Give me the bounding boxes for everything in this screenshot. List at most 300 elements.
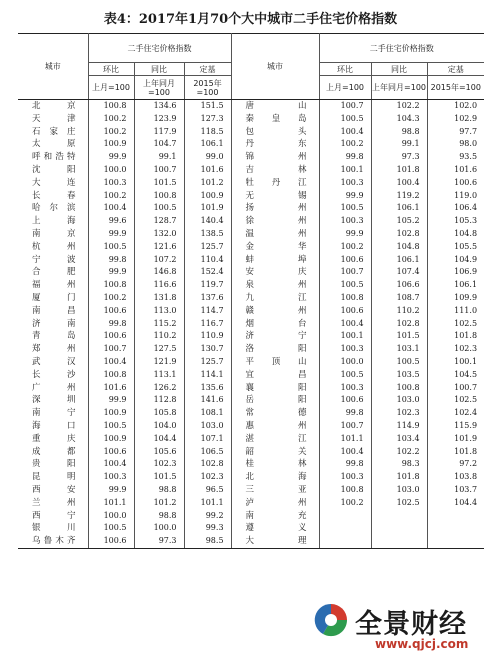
left-city-cell: 郑州 xyxy=(32,344,76,355)
right-yoy-cell: 101.8 xyxy=(371,471,427,484)
left-city-cell: 长沙 xyxy=(32,369,76,380)
left-city-cell: 银川 xyxy=(32,523,76,534)
right-yoy-cell: 102.8 xyxy=(371,318,427,331)
right-base-cell: 100.7 xyxy=(427,382,484,395)
left-city-cell: 上海 xyxy=(32,216,76,227)
left-city-cell: 长春 xyxy=(32,190,76,201)
left-city-cell: 乌鲁木齐 xyxy=(18,535,88,548)
left-base-header: 定基 xyxy=(184,63,231,76)
right-base-cell xyxy=(427,510,484,523)
right-yoy-cell: 98.3 xyxy=(371,458,427,471)
left-yoy-cell: 101.2 xyxy=(134,497,184,510)
watermark-url-text: www.qjcj.com xyxy=(375,637,469,651)
right-yoy-cell: 105.2 xyxy=(371,215,427,228)
right-mom-cell: 100.4 xyxy=(319,126,371,139)
right-mom-cell: 100.3 xyxy=(319,471,371,484)
left-yoy-cell: 105.6 xyxy=(134,446,184,459)
right-city-cell: 宜昌 xyxy=(231,369,319,382)
left-base-cell: 108.1 xyxy=(184,407,231,420)
right-base-cell: 115.9 xyxy=(427,420,484,433)
right-base-cell: 111.0 xyxy=(427,305,484,318)
right-base-cell: 97.2 xyxy=(427,458,484,471)
left-city-cell: 呼和浩特 xyxy=(32,152,76,163)
left-mom-cell: 100.0 xyxy=(88,164,134,177)
left-base-cell: 127.3 xyxy=(184,113,231,126)
left-base-cell: 99.3 xyxy=(184,522,231,535)
right-mom-cell: 100.1 xyxy=(319,330,371,343)
right-yoy-header: 同比 xyxy=(371,63,427,76)
left-yoy-cell: 104.7 xyxy=(134,138,184,151)
right-city-cell: 安庆 xyxy=(231,266,319,279)
right-yoy-cell: 97.3 xyxy=(371,151,427,164)
right-yoy-cell: 103.4 xyxy=(371,433,427,446)
table-row xyxy=(18,343,484,356)
left-base-cell: 103.0 xyxy=(184,420,231,433)
right-mom-cell: 100.2 xyxy=(319,138,371,151)
left-base-cell: 116.7 xyxy=(184,318,231,331)
table-row xyxy=(18,522,484,535)
table-row xyxy=(18,177,484,190)
right-city-cell: 遵义 xyxy=(231,522,319,535)
left-base-cell: 118.5 xyxy=(184,126,231,139)
table-row xyxy=(18,100,484,113)
right-mom-cell: 100.5 xyxy=(319,202,371,215)
left-mom-header: 环比 xyxy=(88,63,134,76)
right-city-cell: 韶关 xyxy=(231,446,319,459)
right-yoy-cell: 102.2 xyxy=(371,446,427,459)
right-base-cell: 101.8 xyxy=(427,446,484,459)
left-base-cell: 101.9 xyxy=(184,202,231,215)
left-base-cell: 99.2 xyxy=(184,510,231,523)
right-mom-cell xyxy=(319,510,371,523)
table-row xyxy=(18,202,484,215)
right-city-cell: 桂林 xyxy=(231,458,319,471)
right-city-cell: 平顶山 xyxy=(231,356,319,369)
table-row xyxy=(18,113,484,126)
left-base-cell: 137.6 xyxy=(184,292,231,305)
right-base-cell xyxy=(427,535,484,548)
left-mom-cell: 100.4 xyxy=(88,202,134,215)
right-yoy-cell: 100.8 xyxy=(371,382,427,395)
left-yoy-cell: 132.0 xyxy=(134,228,184,241)
left-yoy-cell: 101.5 xyxy=(134,471,184,484)
left-mom-cell: 100.5 xyxy=(88,241,134,254)
right-yoy-cell xyxy=(371,535,427,548)
right-mom-cell: 100.6 xyxy=(319,254,371,267)
right-mom-cell: 100.8 xyxy=(319,484,371,497)
left-city-cell: 海口 xyxy=(32,420,76,431)
right-city-cell: 锦州 xyxy=(231,151,319,164)
table-row xyxy=(18,497,484,510)
right-city-cell: 泉州 xyxy=(231,279,319,292)
right-mom-cell: 99.8 xyxy=(319,458,371,471)
table-row xyxy=(18,228,484,241)
right-city-cell: 牡丹江 xyxy=(231,177,319,190)
left-mom-cell: 100.2 xyxy=(88,292,134,305)
left-city-cell: 深圳 xyxy=(32,395,76,406)
left-mom-cell: 100.2 xyxy=(88,126,134,139)
left-base-cell: 152.4 xyxy=(184,266,231,279)
right-yoy-cell: 104.3 xyxy=(371,113,427,126)
right-base-cell: 104.8 xyxy=(427,228,484,241)
brand-mark-icon xyxy=(311,600,351,640)
table-row xyxy=(18,292,484,305)
right-city-cell: 赣州 xyxy=(231,305,319,318)
right-base-cell: 102.5 xyxy=(427,394,484,407)
left-yoy-cell: 128.7 xyxy=(134,215,184,228)
left-city-cell: 重庆 xyxy=(32,433,76,444)
right-yoy-cell: 98.8 xyxy=(371,126,427,139)
right-base-cell: 103.8 xyxy=(427,471,484,484)
table-row xyxy=(18,458,484,471)
table-row xyxy=(18,382,484,395)
right-yoy-cell: 104.8 xyxy=(371,241,427,254)
left-yoy-cell: 101.5 xyxy=(134,177,184,190)
left-mom-cell: 100.2 xyxy=(88,190,134,203)
right-yoy-cell: 103.0 xyxy=(371,394,427,407)
right-mom-cell: 100.7 xyxy=(319,266,371,279)
right-mom-cell: 100.5 xyxy=(319,113,371,126)
table-row xyxy=(18,471,484,484)
left-mom-cell: 100.6 xyxy=(88,446,134,459)
left-yoy-base-header: 上年同月=100 xyxy=(134,76,184,100)
right-city-cell: 吉林 xyxy=(231,164,319,177)
right-base-cell: 105.5 xyxy=(427,241,484,254)
right-mom-cell: 100.6 xyxy=(319,305,371,318)
left-yoy-cell: 134.6 xyxy=(134,100,184,113)
left-city-cell: 青岛 xyxy=(32,331,76,342)
left-base-cell: 107.1 xyxy=(184,433,231,446)
right-mom-cell: 101.1 xyxy=(319,433,371,446)
right-city-cell: 大理 xyxy=(231,535,319,548)
left-mom-cell: 100.7 xyxy=(88,343,134,356)
right-mom-header: 环比 xyxy=(319,63,371,76)
left-city-cell: 济南 xyxy=(32,318,76,329)
left-mom-cell: 100.5 xyxy=(88,522,134,535)
left-base-cell: 140.4 xyxy=(184,215,231,228)
price-index-table-container xyxy=(18,33,484,549)
right-mom-cell: 100.0 xyxy=(319,356,371,369)
left-base-cell: 99.0 xyxy=(184,151,231,164)
left-yoy-cell: 121.9 xyxy=(134,356,184,369)
right-base-cell: 100.6 xyxy=(427,177,484,190)
left-yoy-cell: 146.8 xyxy=(134,266,184,279)
left-mom-cell: 99.9 xyxy=(88,151,134,164)
left-mom-cell: 100.3 xyxy=(88,471,134,484)
left-yoy-cell: 113.0 xyxy=(134,305,184,318)
right-base-cell: 109.9 xyxy=(427,292,484,305)
right-base-cell: 119.0 xyxy=(427,190,484,203)
left-base-cell: 141.6 xyxy=(184,394,231,407)
left-yoy-header: 同比 xyxy=(134,63,184,76)
left-yoy-cell: 117.9 xyxy=(134,126,184,139)
right-yoy-cell xyxy=(371,522,427,535)
left-city-cell: 广州 xyxy=(32,382,76,393)
right-city-cell: 南充 xyxy=(231,510,319,523)
right-city-cell: 泸州 xyxy=(231,497,319,510)
table-row xyxy=(18,535,484,548)
left-mom-cell: 100.6 xyxy=(88,305,134,318)
right-city-cell: 无锡 xyxy=(231,190,319,203)
right-base-header: 定基 xyxy=(427,63,484,76)
right-city-cell: 北海 xyxy=(231,471,319,484)
left-base-cell: 102.3 xyxy=(184,471,231,484)
left-mom-cell: 99.9 xyxy=(88,484,134,497)
table-row xyxy=(18,266,484,279)
left-yoy-cell: 104.0 xyxy=(134,420,184,433)
left-city-cell: 西宁 xyxy=(32,510,76,521)
right-city-cell: 常德 xyxy=(231,407,319,420)
left-base-cell: 101.1 xyxy=(184,497,231,510)
left-mom-cell: 100.2 xyxy=(88,113,134,126)
right-city-cell: 温州 xyxy=(231,228,319,241)
price-index-table xyxy=(18,33,484,549)
left-mom-cell: 100.9 xyxy=(88,407,134,420)
table-row xyxy=(18,446,484,459)
table-header xyxy=(18,34,484,100)
right-yoy-cell: 102.8 xyxy=(371,228,427,241)
right-mom-cell: 100.1 xyxy=(319,164,371,177)
left-mom-cell: 99.9 xyxy=(88,266,134,279)
left-yoy-cell: 112.8 xyxy=(134,394,184,407)
right-base-cell: 102.5 xyxy=(427,318,484,331)
left-city-cell: 南京 xyxy=(32,228,76,239)
right-yoy-cell: 103.0 xyxy=(371,484,427,497)
right-mom-cell: 100.4 xyxy=(319,446,371,459)
left-mom-cell: 100.6 xyxy=(88,535,134,548)
left-base-cell: 119.7 xyxy=(184,279,231,292)
table-row xyxy=(18,305,484,318)
left-city-cell: 沈阳 xyxy=(32,164,76,175)
table-row xyxy=(18,330,484,343)
right-yoy-cell: 101.5 xyxy=(371,330,427,343)
left-mom-cell: 100.4 xyxy=(88,356,134,369)
right-yoy-cell: 106.1 xyxy=(371,202,427,215)
right-index-group-header: 二手住宅价格指数 xyxy=(319,34,484,63)
right-mom-cell: 99.9 xyxy=(319,228,371,241)
left-yoy-cell: 131.8 xyxy=(134,292,184,305)
right-base-cell: 104.4 xyxy=(427,497,484,510)
left-base-cell: 106.5 xyxy=(184,446,231,459)
right-base-base-header: 2015年=100 xyxy=(427,76,484,100)
left-city-cell: 福州 xyxy=(32,280,76,291)
left-city-cell: 合肥 xyxy=(32,267,76,278)
right-yoy-cell: 102.5 xyxy=(371,497,427,510)
right-yoy-cell: 100.5 xyxy=(371,356,427,369)
left-yoy-cell: 110.2 xyxy=(134,330,184,343)
right-mom-cell: 100.4 xyxy=(319,318,371,331)
right-mom-cell: 100.3 xyxy=(319,215,371,228)
left-base-cell: 114.7 xyxy=(184,305,231,318)
table-row xyxy=(18,241,484,254)
table-row xyxy=(18,394,484,407)
left-yoy-cell: 113.1 xyxy=(134,369,184,382)
left-mom-cell: 101.6 xyxy=(88,382,134,395)
right-mom-cell xyxy=(319,522,371,535)
right-city-cell: 徐州 xyxy=(231,215,319,228)
left-city-cell: 天津 xyxy=(32,113,76,124)
right-city-cell: 惠州 xyxy=(231,420,319,433)
left-mom-cell: 100.0 xyxy=(88,510,134,523)
left-yoy-cell: 123.9 xyxy=(134,113,184,126)
right-city-header: 城市 xyxy=(231,34,319,100)
left-base-cell: 100.9 xyxy=(184,190,231,203)
watermark-logo xyxy=(305,592,495,658)
right-yoy-cell: 108.7 xyxy=(371,292,427,305)
table-row xyxy=(18,279,484,292)
right-city-cell: 烟台 xyxy=(231,318,319,331)
left-base-cell: 106.1 xyxy=(184,138,231,151)
left-city-cell: 太原 xyxy=(32,139,76,150)
left-city-cell: 石家庄 xyxy=(32,126,76,137)
left-mom-cell: 99.9 xyxy=(88,228,134,241)
right-base-cell: 98.0 xyxy=(427,138,484,151)
left-mom-cell: 99.8 xyxy=(88,318,134,331)
right-base-cell: 102.4 xyxy=(427,407,484,420)
right-base-cell: 101.6 xyxy=(427,164,484,177)
right-base-cell: 104.5 xyxy=(427,369,484,382)
right-yoy-cell: 101.8 xyxy=(371,164,427,177)
table-row xyxy=(18,484,484,497)
right-mom-cell: 100.3 xyxy=(319,382,371,395)
left-city-cell: 杭州 xyxy=(32,241,76,252)
left-mom-base-header: 上月=100 xyxy=(88,76,134,100)
left-yoy-cell: 97.3 xyxy=(134,535,184,548)
right-yoy-cell xyxy=(371,510,427,523)
left-yoy-cell: 107.2 xyxy=(134,254,184,267)
right-yoy-cell: 106.6 xyxy=(371,279,427,292)
right-yoy-cell: 103.1 xyxy=(371,343,427,356)
left-base-cell: 110.9 xyxy=(184,330,231,343)
left-base-cell: 135.6 xyxy=(184,382,231,395)
table-row xyxy=(18,151,484,164)
table-body xyxy=(18,100,484,549)
left-yoy-cell: 127.5 xyxy=(134,343,184,356)
right-yoy-cell: 110.2 xyxy=(371,305,427,318)
left-yoy-cell: 121.6 xyxy=(134,241,184,254)
right-base-cell: 101.9 xyxy=(427,433,484,446)
table-row xyxy=(18,369,484,382)
left-mom-cell: 100.3 xyxy=(88,177,134,190)
right-base-cell: 103.7 xyxy=(427,484,484,497)
left-mom-cell: 100.8 xyxy=(88,369,134,382)
left-yoy-cell: 104.4 xyxy=(134,433,184,446)
left-base-cell: 110.4 xyxy=(184,254,231,267)
left-city-cell: 宁波 xyxy=(32,254,76,265)
right-base-cell: 102.9 xyxy=(427,113,484,126)
left-base-cell: 102.8 xyxy=(184,458,231,471)
right-city-cell: 秦皇岛 xyxy=(231,113,319,126)
right-mom-cell: 100.8 xyxy=(319,292,371,305)
right-mom-cell: 99.9 xyxy=(319,190,371,203)
left-base-cell: 101.2 xyxy=(184,177,231,190)
left-city-cell: 兰州 xyxy=(32,497,76,508)
left-yoy-cell: 100.7 xyxy=(134,164,184,177)
right-city-cell: 金华 xyxy=(231,241,319,254)
left-mom-cell: 100.4 xyxy=(88,458,134,471)
right-mom-cell: 99.8 xyxy=(319,151,371,164)
left-city-cell: 南宁 xyxy=(32,408,76,419)
table-row xyxy=(18,356,484,369)
right-mom-cell: 100.5 xyxy=(319,369,371,382)
right-yoy-cell: 119.2 xyxy=(371,190,427,203)
right-mom-cell: 100.7 xyxy=(319,100,371,113)
right-mom-cell: 100.2 xyxy=(319,497,371,510)
table-row xyxy=(18,138,484,151)
left-base-cell: 138.5 xyxy=(184,228,231,241)
table-row xyxy=(18,164,484,177)
right-yoy-cell: 102.3 xyxy=(371,407,427,420)
left-yoy-cell: 98.8 xyxy=(134,484,184,497)
left-yoy-cell: 100.5 xyxy=(134,202,184,215)
left-city-cell: 厦门 xyxy=(32,292,76,303)
left-city-cell: 西安 xyxy=(32,484,76,495)
right-city-cell: 襄阳 xyxy=(231,382,319,395)
right-city-cell: 唐山 xyxy=(231,100,319,113)
right-mom-base-header: 上月=100 xyxy=(319,76,371,100)
right-base-cell: 106.9 xyxy=(427,266,484,279)
left-mom-cell: 99.8 xyxy=(88,254,134,267)
right-city-cell: 蚌埠 xyxy=(231,254,319,267)
right-yoy-cell: 102.2 xyxy=(371,100,427,113)
right-city-cell: 岳阳 xyxy=(231,394,319,407)
left-yoy-cell: 100.8 xyxy=(134,190,184,203)
left-yoy-cell: 126.2 xyxy=(134,382,184,395)
left-base-cell: 98.5 xyxy=(184,535,231,548)
left-yoy-cell: 105.8 xyxy=(134,407,184,420)
table-row xyxy=(18,420,484,433)
left-yoy-cell: 99.1 xyxy=(134,151,184,164)
right-city-cell: 洛阳 xyxy=(231,343,319,356)
left-mom-cell: 100.8 xyxy=(88,100,134,113)
right-city-cell: 九江 xyxy=(231,292,319,305)
left-city-cell: 成都 xyxy=(32,446,76,457)
left-base-cell: 101.6 xyxy=(184,164,231,177)
left-base-cell: 130.7 xyxy=(184,343,231,356)
left-city-cell: 贵阳 xyxy=(32,459,76,470)
right-base-cell: 100.1 xyxy=(427,356,484,369)
right-city-cell: 济宁 xyxy=(231,330,319,343)
left-base-cell: 96.5 xyxy=(184,484,231,497)
right-mom-cell: 100.7 xyxy=(319,420,371,433)
right-mom-cell: 100.5 xyxy=(319,279,371,292)
left-city-header: 城市 xyxy=(18,34,88,100)
right-city-cell: 三亚 xyxy=(231,484,319,497)
left-city-cell: 大连 xyxy=(32,177,76,188)
table-row xyxy=(18,510,484,523)
left-base-cell: 151.5 xyxy=(184,100,231,113)
table-row xyxy=(18,254,484,267)
left-mom-cell: 100.8 xyxy=(88,279,134,292)
left-city-cell: 哈尔滨 xyxy=(32,203,76,214)
right-base-cell: 104.9 xyxy=(427,254,484,267)
left-yoy-cell: 115.2 xyxy=(134,318,184,331)
right-yoy-base-header: 上年同月=100 xyxy=(371,76,427,100)
right-base-cell: 106.1 xyxy=(427,279,484,292)
left-mom-cell: 100.9 xyxy=(88,138,134,151)
right-city-cell: 丹东 xyxy=(231,138,319,151)
left-base-cell: 125.7 xyxy=(184,356,231,369)
table-row xyxy=(18,215,484,228)
left-base-base-header: 2015年=100 xyxy=(184,76,231,100)
left-city-cell: 南昌 xyxy=(32,305,76,316)
right-base-cell: 93.5 xyxy=(427,151,484,164)
right-yoy-cell: 100.4 xyxy=(371,177,427,190)
left-mom-cell: 99.9 xyxy=(88,394,134,407)
right-base-cell xyxy=(427,522,484,535)
right-base-cell: 102.3 xyxy=(427,343,484,356)
left-index-group-header: 二手住宅价格指数 xyxy=(88,34,231,63)
